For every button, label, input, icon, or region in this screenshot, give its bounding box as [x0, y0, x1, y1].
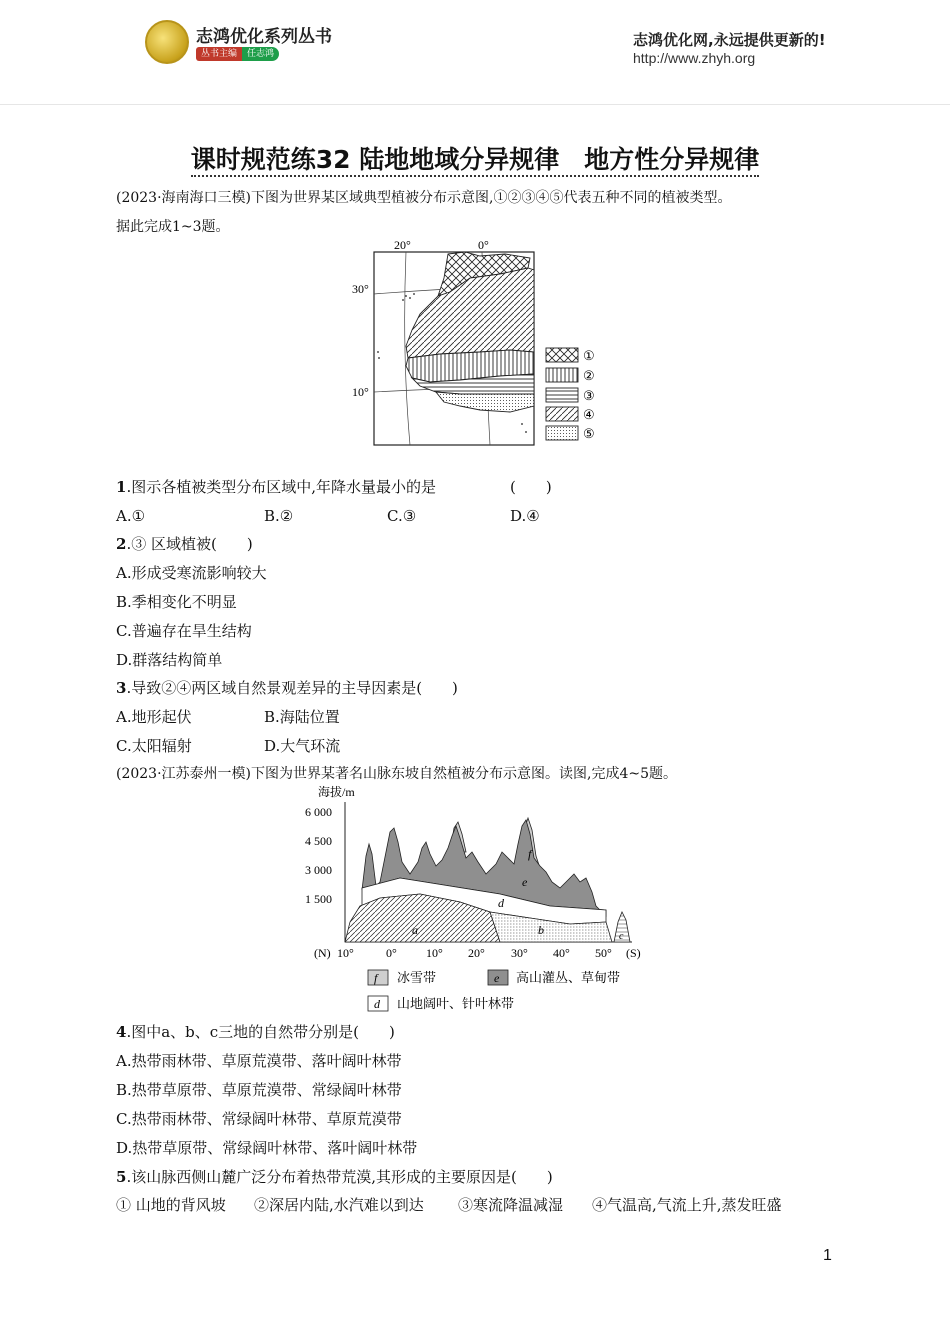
x-tick-30s: 30° — [511, 946, 528, 960]
question-4-number: 4 — [116, 1023, 127, 1041]
header-slogan: 志鸿优化网,永远提供更新的! — [633, 31, 826, 49]
q5-reason-1: ① 山地的背风坡 — [116, 1196, 226, 1214]
y-tick-6000: 6 000 — [305, 805, 332, 819]
page-title-text: 课时规范练32 陆地地域分异规律 地方性分异规律 — [191, 145, 760, 177]
section2-intro: (2023·江苏泰州一模)下图为世界某著名山脉东坡自然植被分布示意图。读图,完成4~5题。 — [116, 766, 677, 782]
x-tick-10n: 10° — [337, 946, 354, 960]
q2-option-d[interactable]: D.群落结构简单 — [116, 651, 223, 669]
question-4-stem: .图中a、b、c三地的自然带分别是( ) — [126, 1023, 395, 1041]
q2-option-c[interactable]: C.普遍存在旱生结构 — [116, 622, 252, 640]
q1-option-b[interactable]: B.② — [264, 507, 294, 525]
editor-name: 任志鸿 — [242, 47, 279, 61]
x-tick-50s: 50° — [595, 946, 612, 960]
lat-label-30: 30° — [352, 282, 369, 296]
legend-key-d: d — [374, 997, 380, 1011]
x-tick-n: (N) — [314, 946, 331, 960]
section1-intro-line2: 据此完成1~3题。 — [116, 219, 230, 235]
q1-option-c[interactable]: C.③ — [387, 507, 417, 525]
question-3 — [116, 678, 458, 698]
brand-editor-badge — [196, 47, 279, 61]
q1-option-d[interactable]: D.④ — [510, 507, 540, 525]
vegetation-map — [340, 234, 630, 454]
mountain-profile-chart — [300, 782, 670, 1022]
legend-label-d: 山地阔叶、针叶林带 — [397, 996, 515, 1011]
y-tick-3000: 3 000 — [305, 863, 332, 877]
map-legend — [546, 348, 595, 441]
x-tick-10s: 10° — [426, 946, 443, 960]
legend-label-3: ③ — [583, 388, 595, 403]
legend-label-e: 高山灌丛、草甸带 — [516, 970, 621, 985]
section1-intro-line1: (2023·海南海口三模)下图为世界某区域典型植被分布示意图,①②③④⑤代表五种不同的植被类型。 — [116, 190, 732, 206]
q5-reason-2: ②深居内陆,水汽难以到达 — [254, 1196, 424, 1214]
page-title — [0, 140, 950, 176]
q4-option-d[interactable]: D.热带草原带、常绿阔叶林带、落叶阔叶林带 — [116, 1139, 418, 1157]
question-1-number: 1 — [116, 478, 127, 496]
question-4 — [116, 1022, 395, 1042]
q3-option-a[interactable]: A.地形起伏 — [116, 708, 192, 726]
x-tick-0: 0° — [386, 946, 397, 960]
header-website-link[interactable]: http://www.zhyh.org — [633, 50, 756, 66]
legend-label-f: 冰雪带 — [397, 970, 437, 985]
legend-key-e: e — [494, 971, 500, 985]
question-1-answer-paren: ( ) — [510, 478, 552, 496]
q3-option-d[interactable]: D.大气环流 — [264, 737, 341, 755]
question-5-number: 5 — [116, 1168, 127, 1186]
legend-label-5: ⑤ — [583, 426, 595, 441]
legend-swatch-f — [368, 970, 388, 985]
zone-label-b: b — [538, 923, 544, 937]
lon-label-0: 0° — [478, 238, 489, 252]
chart-legend — [368, 970, 620, 1011]
lat-label-10: 10° — [352, 385, 369, 399]
q4-option-a[interactable]: A.热带雨林带、草原荒漠带、落叶阔叶林带 — [116, 1052, 402, 1070]
question-5-stem: .该山脉西侧山麓广泛分布着热带荒漠,其形成的主要原因是( ) — [126, 1168, 553, 1186]
q4-option-c[interactable]: C.热带雨林带、常绿阔叶林带、草原荒漠带 — [116, 1110, 402, 1128]
x-tick-s: (S) — [626, 946, 641, 960]
q2-option-a[interactable]: A.形成受寒流影响较大 — [116, 564, 267, 582]
q5-reason-3: ③寒流降温减湿 — [458, 1196, 564, 1214]
question-2-stem: .③ 区域植被( ) — [126, 535, 253, 553]
q4-option-b[interactable]: B.热带草原带、草原荒漠带、常绿阔叶林带 — [116, 1081, 402, 1099]
legend-key-f: f — [374, 971, 378, 985]
legend-label-2: ② — [583, 368, 595, 383]
x-tick-40s: 40° — [553, 946, 570, 960]
brand-name: 志鸿优化系列丛书 — [196, 27, 332, 47]
publisher-logo — [145, 20, 189, 64]
question-1 — [116, 477, 436, 497]
q5-reason-4: ④气温高,气流上升,蒸发旺盛 — [592, 1196, 782, 1214]
q3-option-b[interactable]: B.海陆位置 — [264, 708, 340, 726]
question-1-stem: .图示各植被类型分布区域中,年降水量最小的是 — [126, 478, 436, 496]
lon-label-20: 20° — [394, 238, 411, 252]
zone-label-e: e — [522, 875, 528, 889]
question-3-stem: .导致②④两区域自然景观差异的主导因素是( ) — [126, 679, 458, 697]
legend-label-4: ④ — [583, 407, 595, 422]
q3-option-c[interactable]: C.太阳辐射 — [116, 737, 192, 755]
page-number: 1 — [823, 1247, 832, 1264]
q1-option-a[interactable]: A.① — [116, 507, 146, 525]
zone-label-f: f — [528, 847, 532, 861]
editor-label: 丛书主编 — [196, 47, 242, 61]
y-tick-1500: 1 500 — [305, 892, 332, 906]
q2-option-b[interactable]: B.季相变化不明显 — [116, 593, 237, 611]
question-2 — [116, 534, 253, 554]
y-tick-4500: 4 500 — [305, 834, 332, 848]
zone-label-c: c — [619, 931, 624, 942]
zone-label-d: d — [498, 896, 504, 910]
zone-label-a: a — [412, 923, 418, 937]
question-3-number: 3 — [116, 679, 127, 697]
y-axis-label: 海拔/m — [318, 785, 355, 799]
x-tick-20s: 20° — [468, 946, 485, 960]
question-2-number: 2 — [116, 535, 127, 553]
header-divider — [0, 104, 950, 105]
question-5 — [116, 1167, 553, 1187]
legend-label-1: ① — [583, 348, 595, 363]
